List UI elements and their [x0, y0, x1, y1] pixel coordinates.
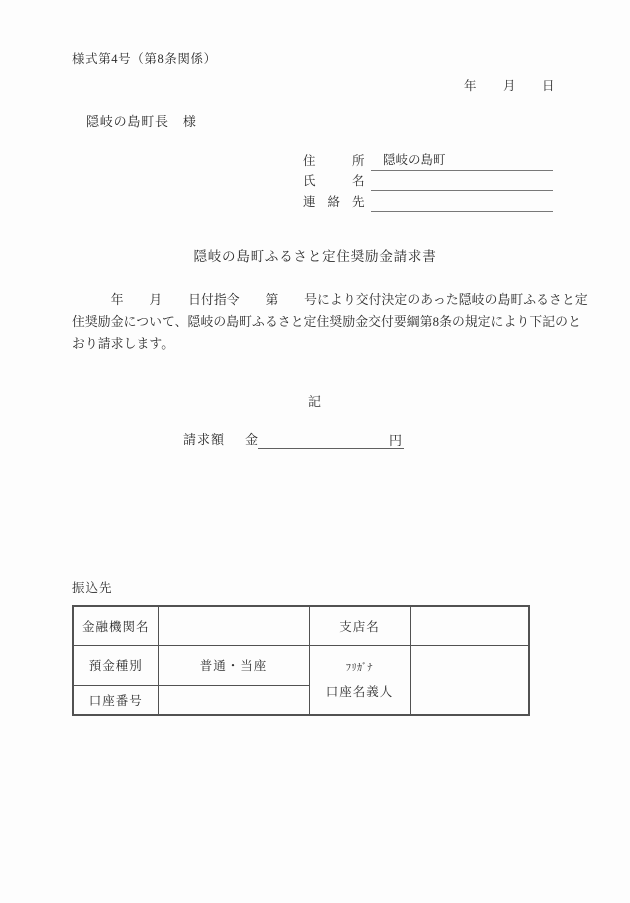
account-holder-value-cell: [410, 645, 529, 715]
transfer-destination-heading: 振込先: [72, 581, 113, 595]
body-line-1: 年 月 日付指令 第 号により交付決定のあった隠岐の島町ふるさと定: [72, 293, 588, 307]
body-line-2: 住奨励金について、隠岐の島町ふるさと定住奨励金交付要綱第8条の規定により下記のと: [72, 315, 581, 329]
contact-value-line: [371, 191, 553, 212]
claim-currency-prefix: 金: [245, 432, 259, 447]
deposit-type-label-cell: 預金種別: [73, 645, 158, 685]
account-number-value-cell: [158, 685, 309, 715]
address-value-line: [371, 150, 553, 171]
name-label: 氏 名: [303, 174, 365, 188]
body-paragraph: [72, 289, 592, 355]
date-blank-line: 年 月 日: [463, 79, 555, 93]
claim-amount-line: [183, 430, 404, 449]
deposit-type-value-cell: 普通・当座: [158, 645, 309, 685]
record-mark: 記: [307, 394, 322, 409]
name-value-line: [371, 171, 553, 192]
address-label: 住 所: [303, 153, 365, 168]
branch-value-cell: [410, 606, 529, 645]
account-holder-label-cell: [309, 645, 410, 715]
furigana-label: ﾌﾘｶﾞﾅ: [346, 663, 373, 675]
addressee-line: [86, 111, 197, 130]
claim-label: 請求額: [183, 432, 226, 447]
bank-transfer-table: [72, 605, 530, 716]
form-number: 様式第4号（第8条関係）: [72, 52, 217, 66]
claim-currency-suffix: 円: [389, 433, 403, 448]
branch-label-cell: 支店名: [309, 606, 410, 645]
financial-institution-value-cell: [158, 606, 309, 645]
address-row: [303, 150, 553, 171]
account-number-label-cell: 口座番号: [73, 685, 158, 715]
table-row: [73, 645, 529, 685]
contact-row: [303, 191, 553, 212]
address-value: 隠岐の島町: [383, 153, 446, 167]
financial-institution-label-cell: 金融機関名: [73, 606, 158, 645]
body-line-3: おり請求します。: [72, 337, 175, 351]
page-title: 隠岐の島町ふるさと定住奨励金請求書: [193, 249, 437, 264]
applicant-block: [303, 150, 553, 212]
account-holder-label: 口座名義人: [325, 685, 394, 700]
claim-amount-field: [258, 430, 404, 449]
table-row: [73, 606, 529, 645]
addressee-name: 隠岐の島町長: [86, 114, 169, 129]
name-row: [303, 171, 553, 192]
contact-label: 連絡先: [303, 194, 365, 209]
addressee-honorific: 様: [182, 114, 197, 129]
